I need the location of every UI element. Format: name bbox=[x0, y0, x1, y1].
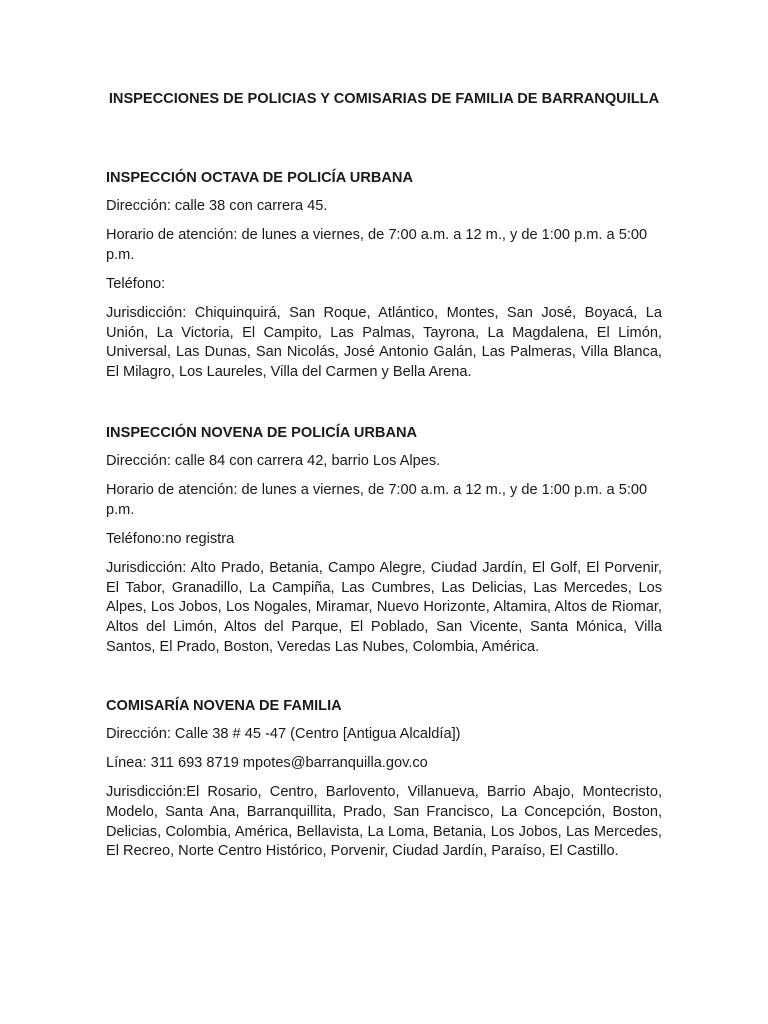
jurisdiction-text: Jurisdicción:El Rosario, Centro, Barlovento, Villanueva, Barrio Abajo, Montecristo, Modelo, Santa Ana, Barranquillita, Prado, San Francisco, La Concepción, Boston, Delicias, Colombia, América, Bellavista, La Loma, Betania, Los Jobos, Las Mercedes, El Recreo, Norte Centro Histórico, Porvenir, Ciudad Jardín, Paraíso, El Castillo. bbox=[106, 784, 662, 860]
section-inspeccion-octava bbox=[106, 168, 662, 392]
jurisdiction-text: Jurisdicción: Alto Prado, Betania, Campo Alegre, Ciudad Jardín, El Golf, El Porvenir, El Tabor, Granadillo, La Campiña, Las Cumbres, Las Delicias, Las Mercedes, Los Alpes, Los Jobos, Los Nogales, Miramar, Nuevo Horizonte, Altamira, Altos de Riomar, Altos del Limón, Altos del Parque, El Poblado, San Vicente, Santa Mónica, Villa Santos, El Prado, Boston, Veredas Las Nubes, Colombia, América. bbox=[106, 560, 662, 655]
section-inspeccion-novena bbox=[106, 423, 662, 667]
phone-text: Teléfono: bbox=[106, 275, 166, 292]
phone-text: Teléfono:no registra bbox=[106, 530, 235, 547]
jurisdiction-text: Jurisdicción: Chiquinquirá, San Roque, Atlántico, Montes, San José, Boyacá, La Unión, La Victoria, El Campito, Las Palmas, Tayrona, La Magdalena, El Limón, Universal, Las Dunas, San Nicolás, José Antonio Galán, Las Palmeras, Villa Blanca, El Milagro, Los Laureles, Villa del Carmen y Bella Arena. bbox=[106, 305, 662, 380]
schedule-text: Horario de atención: de lunes a viernes, de 7:00 a.m. a 12 m., y de 1:00 p.m. a 5:00 p.m. bbox=[106, 227, 648, 263]
address-text: Dirección: calle 84 con carrera 42, barrio Los Alpes. bbox=[106, 453, 441, 469]
document-title: INSPECCIONES DE POLICIAS Y COMISARIAS DE FAMILIA DE BARRANQUILLA bbox=[108, 91, 660, 107]
address-text: Dirección: calle 38 con carrera 45. bbox=[106, 198, 328, 214]
section-comisaria-novena bbox=[106, 696, 662, 871]
section-heading: INSPECCIÓN NOVENA DE POLICÍA URBANA bbox=[106, 425, 418, 441]
section-heading: INSPECCIÓN OCTAVA DE POLICÍA URBANA bbox=[106, 170, 414, 186]
phone-line-text: Línea: 311 693 8719 mpotes@barranquilla.gov.co bbox=[106, 755, 428, 772]
address-text: Dirección: Calle 38 # 45 -47 (Centro [Antigua Alcaldía]) bbox=[106, 726, 461, 742]
schedule-text: Horario de atención: de lunes a viernes, de 7:00 a.m. a 12 m., y de 1:00 p.m. a 5:00 p.m. bbox=[106, 482, 648, 518]
section-heading: COMISARÍA NOVENA DE FAMILIA bbox=[106, 698, 342, 714]
